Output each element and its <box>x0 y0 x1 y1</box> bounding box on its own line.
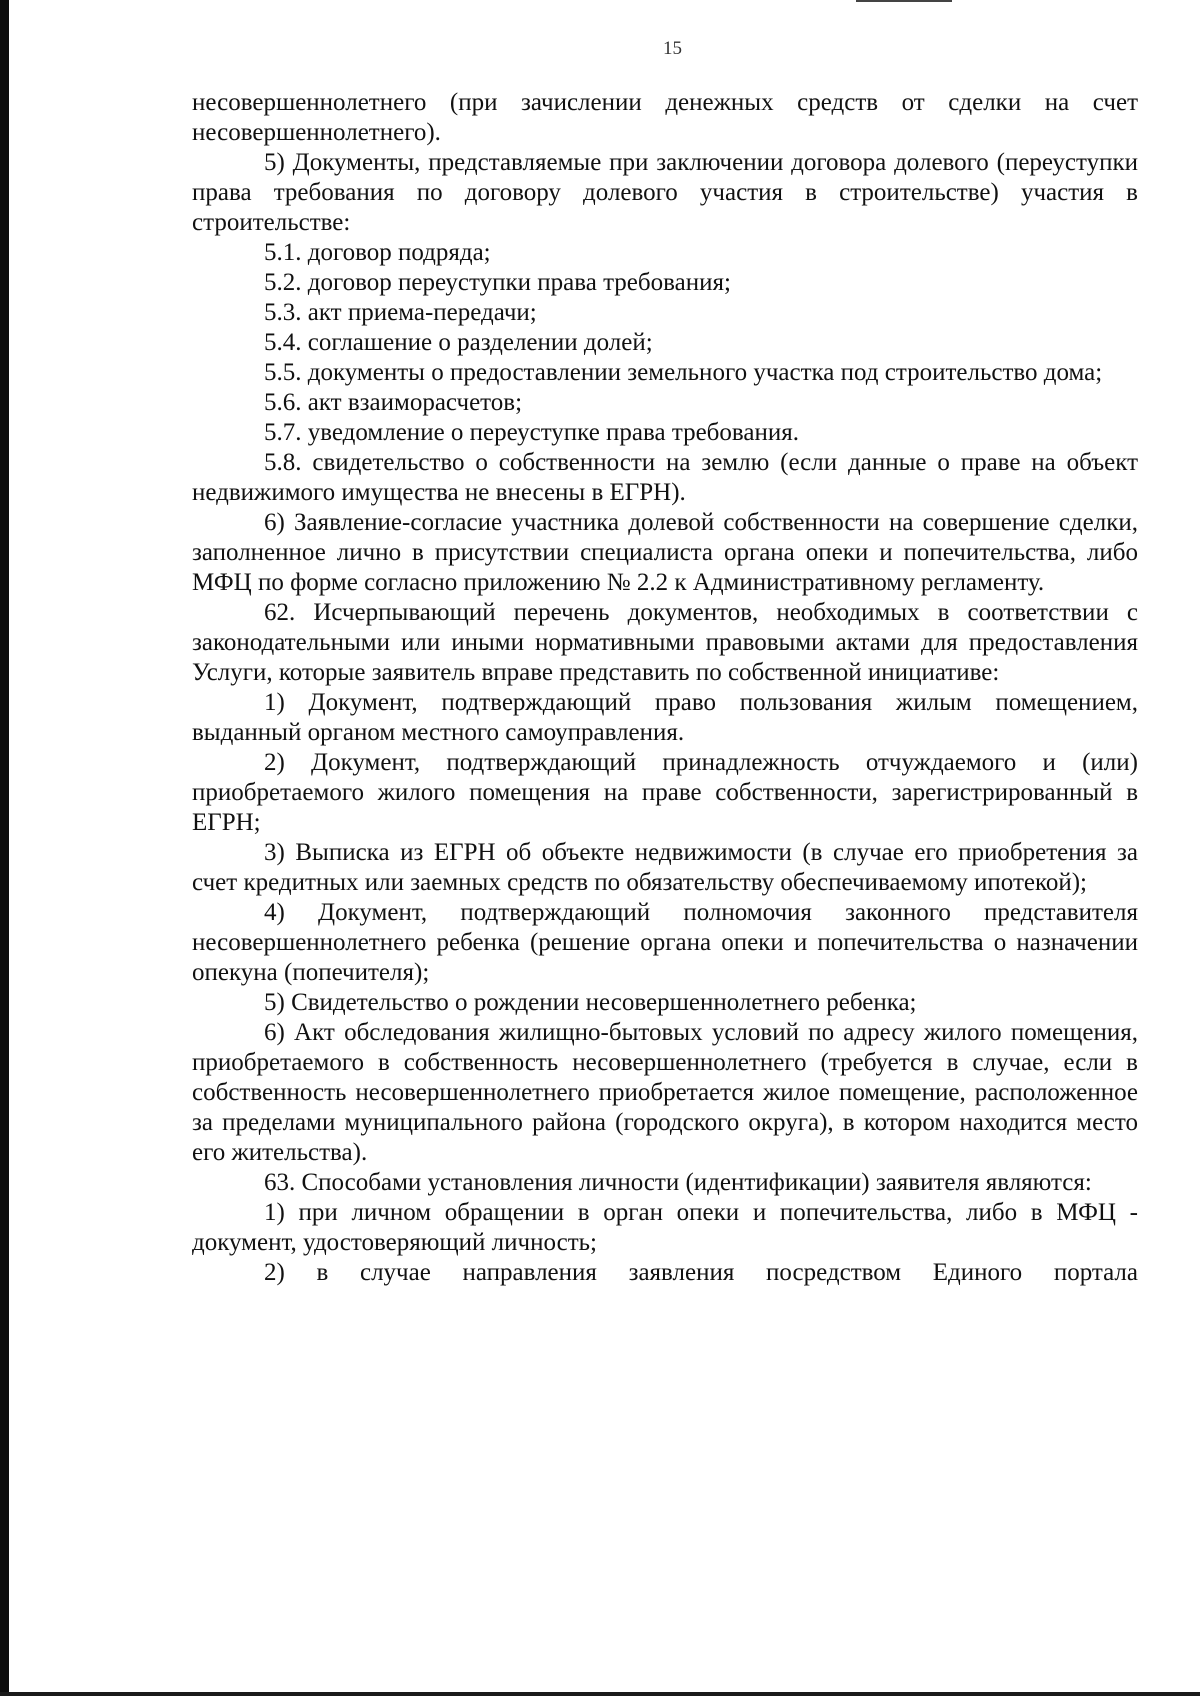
scan-mark-top <box>856 0 952 2</box>
paragraph-item-5-6: 5.6. акт взаиморасчетов; <box>264 389 523 416</box>
paragraph-section-63: 63. Способами установления личности (идентификации) заявителя являются: <box>264 1169 1092 1196</box>
paragraph-63-item-1: 1) при личном обращении в орган опеки и попечительства, либо в МФЦ - документ, удостоверяющий личность; <box>192 1199 1138 1256</box>
page-number: 15 <box>663 38 682 59</box>
paragraph-62-item-4: 4) Документ, подтверждающий полномочия законного представителя несовершеннолетнего ребенка (решение органа опеки и попечительства о назначении опекуна (попечителя); <box>192 899 1138 986</box>
document-body <box>192 88 1138 1288</box>
paragraph-item-6: 6) Заявление-согласие участника долевой собственности на совершение сделки, заполненное лично в присутствии специалиста органа опеки и попечительства, либо МФЦ по форме согласно приложению № 2.2 к Административному регламенту. <box>192 509 1138 596</box>
paragraph-item-5-5: 5.5. документы о предоставлении земельного участка под строительство дома; <box>264 359 1103 386</box>
paragraph-item-5-2: 5.2. договор переуступки права требования; <box>264 269 731 296</box>
paragraph-63-item-2: 2) в случае направления заявления посредством Единого портала <box>264 1259 1138 1286</box>
paragraph-62-item-3: 3) Выписка из ЕГРН об объекте недвижимости (в случае его приобретения за счет кредитных или заемных средств по обязательству обеспечиваемому ипотекой); <box>192 839 1138 896</box>
paragraph-item-5: 5) Документы, представляемые при заключении договора долевого (переуступки права требования по договору долевого участия в строительстве) участия в строительстве: <box>192 149 1138 236</box>
paragraph-62-item-6: 6) Акт обследования жилищно-бытовых условий по адресу жилого помещения, приобретаемого в собственность несовершеннолетнего (требуется в случае, если в собственность несовершеннолетнего приобретается жилое помещение, расположенное за пределами муниципального района (городского округа), в котором находится место его жительства). <box>192 1019 1138 1166</box>
paragraph-item-5-8: 5.8. свидетельство о собственности на землю (если данные о праве на объект недвижимого имущества не внесены в ЕГРН). <box>192 449 1138 506</box>
paragraph-item-5-7: 5.7. уведомление о переуступке права требования. <box>264 419 799 446</box>
paragraph-62-item-1: 1) Документ, подтверждающий право пользования жилым помещением, выданный органом местного самоуправления. <box>192 689 1138 746</box>
paragraph-item-5-3: 5.3. акт приема-передачи; <box>264 299 537 326</box>
scan-edge-left <box>0 0 9 1696</box>
paragraph-item-5-4: 5.4. соглашение о разделении долей; <box>264 329 653 356</box>
paragraph-continuation: несовершеннолетнего (при зачислении денежных средств от сделки на счет несовершеннолетнего). <box>192 89 1138 146</box>
paragraph-62-item-2: 2) Документ, подтверждающий принадлежность отчуждаемого и (или) приобретаемого жилого помещения на праве собственности, зарегистрированный в ЕГРН; <box>192 749 1138 836</box>
paragraph-item-5-1: 5.1. договор подряда; <box>264 239 491 266</box>
paragraph-62-item-5: 5) Свидетельство о рождении несовершеннолетнего ребенка; <box>264 989 917 1016</box>
scan-edge-bottom <box>0 1692 1200 1696</box>
paragraph-section-62: 62. Исчерпывающий перечень документов, необходимых в соответствии с законодательными или иными нормативными правовыми актами для предоставления Услуги, которые заявитель вправе представить по собственной инициативе: <box>192 599 1138 686</box>
